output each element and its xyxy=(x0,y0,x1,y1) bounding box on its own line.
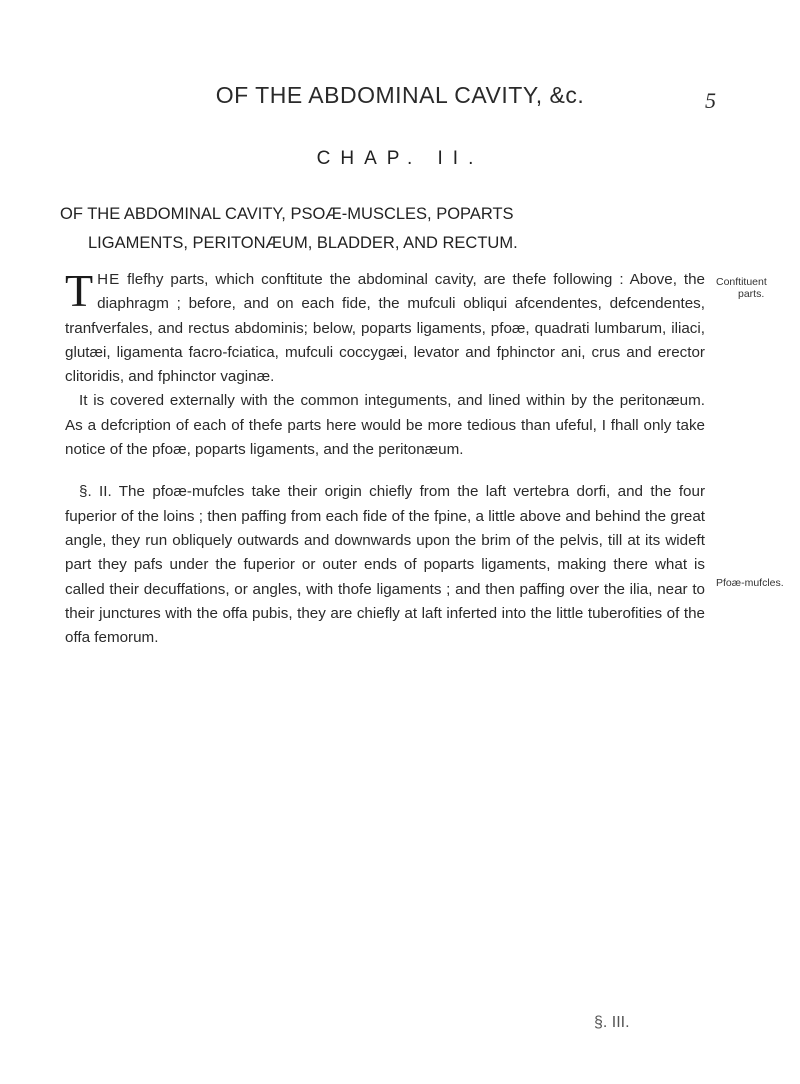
drop-cap: T xyxy=(65,265,94,316)
paragraph-2: It is covered externally with the common integuments, and lined within by the peritonæum. As a defcription of each of thefe parts here would be more tedious than ufeful, I fhall only take notice of the pfoæ, poparts ligaments, and the peritonæum. xyxy=(65,392,705,459)
body-text xyxy=(65,265,705,650)
paragraph-1-caps: HE xyxy=(97,271,121,288)
margin-note-constituent-text: Conftituent xyxy=(716,276,767,288)
paragraph-gap xyxy=(65,462,705,480)
paragraph-1-text: flefhy parts, which conftitute the abdominal cavity, are thefe following : Above, the diaphragm ; before, and on each fide, the mufculi obliqui afcendentes, defcendentes, tranfverfales, and rectus abdominis; below, poparts ligaments, pfoæ, quadrati lumbarum, iliaci, glutæi, ligamenta facro-fciatica, mufculi coccygæi, levator and fphinctor ani, crus and erector clitoridis, and fphinctor vaginæ. xyxy=(65,271,705,386)
chapter-title-line-1: OF THE ABDOMINAL CAVITY, PSOÆ-MUSCLES, POPARTS xyxy=(60,205,514,223)
paragraph-3: §. II. The pfoæ-mufcles take their origin chiefly from the laft vertebra dorfi, and the four fuperior of the loins ; then paffing from each fide of the fpine, a little above and behind the great angle, they run obliquely outwards and downwards upon the brim of the pelvis, till at its wideft part they pafs under the fuperior or outer ends of poparts ligaments, making there what is called their decuffations, or angles, with thofe ligaments ; and then paffing over the ilia, near to their junctures with the offa pubis, they are chiefly at laft inferted into the little tuberofities of the offa femorum. xyxy=(65,483,705,647)
paragraph-1 xyxy=(65,265,705,389)
chapter-title xyxy=(60,200,760,258)
catchword: §. III. xyxy=(594,1014,630,1031)
running-title: OF THE ABDOMINAL CAVITY, &c. xyxy=(215,82,585,108)
margin-note-constituent-sub: parts. xyxy=(738,288,765,300)
margin-note-psoae: Pfoæ-mufcles. xyxy=(716,577,784,589)
chapter-label: CHAP. II. xyxy=(316,148,484,169)
page-number: 5 xyxy=(705,88,716,113)
chapter-title-line-2: LIGAMENTS, PERITONÆUM, BLADDER, AND RECTUM. xyxy=(88,234,518,252)
margin-note-constituent xyxy=(716,276,796,300)
